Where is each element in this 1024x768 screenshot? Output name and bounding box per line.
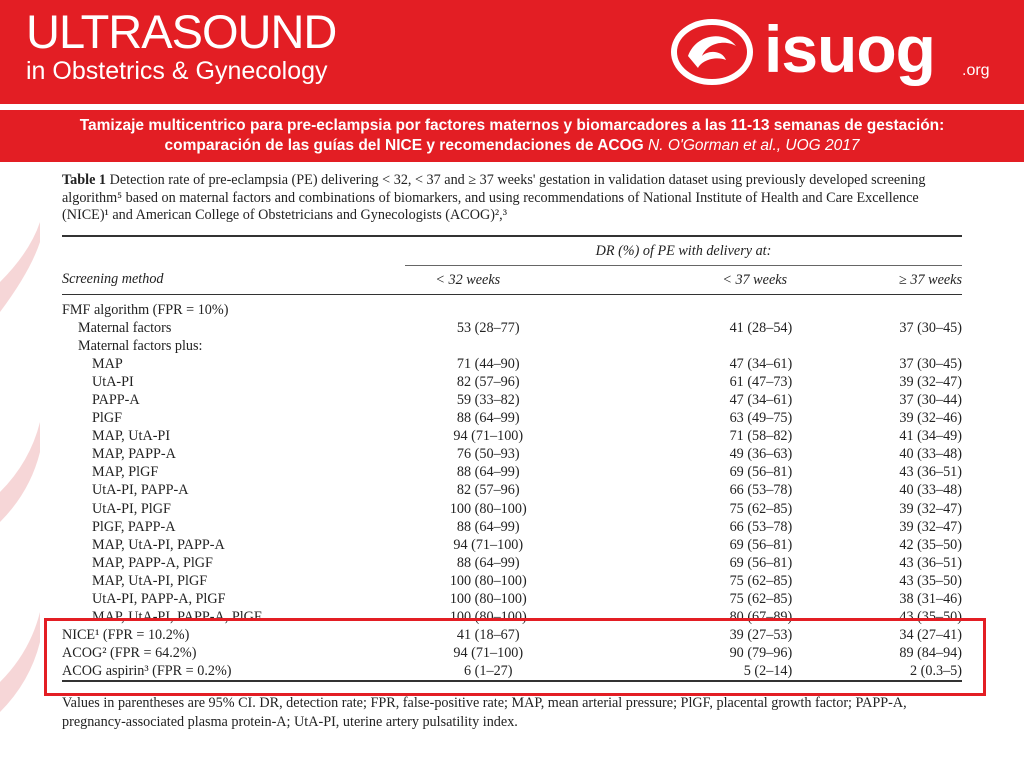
row-value: 6 (1–27) bbox=[464, 663, 513, 680]
row-value: 39 (32–47) bbox=[899, 500, 962, 517]
row-value bbox=[550, 301, 833, 319]
row-value bbox=[427, 301, 550, 319]
row-value: 100 (80–100) bbox=[449, 609, 527, 626]
table-footnote: Values in parentheses are 95% CI. DR, detection rate; FPR, false-positive rate; MAP, mean arterial pressure; PlGF, placental growth factor; PAPP-A, pregnancy-associated plasma protein-A; UtA-PI, uterine artery pulsatility index. bbox=[62, 695, 907, 731]
row-value: 37 (30–45) bbox=[899, 319, 962, 336]
banner-line-2 bbox=[0, 136, 1024, 156]
slide-banner bbox=[0, 110, 1024, 162]
table-label: Table 1 bbox=[62, 172, 107, 188]
journal-header bbox=[0, 0, 1024, 104]
row-value: 75 (62–85) bbox=[729, 572, 793, 589]
row-value: 66 (53–78) bbox=[729, 518, 793, 535]
row-method: FMF algorithm (FPR = 10%) bbox=[62, 301, 229, 318]
isuog-logo[interactable] bbox=[668, 8, 998, 96]
table-row bbox=[62, 554, 962, 572]
row-method: UtA-PI, PAPP-A bbox=[92, 482, 189, 499]
row-value: 80 (67–89) bbox=[729, 609, 793, 626]
row-value: 34 (27–41) bbox=[899, 627, 962, 644]
row-method: PlGF, PAPP-A bbox=[92, 518, 176, 535]
row-method: Maternal factors plus: bbox=[78, 337, 203, 354]
table-caption bbox=[62, 172, 962, 225]
row-value: 75 (62–85) bbox=[729, 591, 793, 608]
row-value: 43 (36–51) bbox=[899, 464, 962, 481]
table-row bbox=[62, 500, 962, 518]
row-value: 71 (58–82) bbox=[729, 428, 793, 445]
row-value: 40 (33–48) bbox=[899, 482, 962, 499]
table-caption-text: Detection rate of pre-eclampsia (PE) delivering < 32, < 37 and ≥ 37 weeks' gestation in validation dataset using previously developed screening algorithm⁵ based on maternal factors and combinations of biomarkers, and using recommendations of National Institute of Health and Care Excellence (NICE)¹ and American College of Obstetricians and Gynecologists (ACOG)²,³ bbox=[62, 172, 926, 223]
column-header: Screening method bbox=[62, 271, 164, 288]
row-value: 88 (64–99) bbox=[456, 410, 520, 427]
row-value bbox=[832, 337, 962, 355]
table-row bbox=[62, 445, 962, 463]
row-method: UtA-PI, PlGF bbox=[92, 500, 171, 517]
table-row bbox=[62, 301, 962, 319]
row-value: 59 (33–82) bbox=[456, 392, 520, 409]
row-method: MAP, PAPP-A bbox=[92, 446, 176, 463]
row-value: 53 (28–77) bbox=[456, 319, 520, 336]
row-value: 100 (80–100) bbox=[449, 591, 527, 608]
row-value: 2 (0.3–5) bbox=[909, 663, 962, 680]
row-value: 88 (64–99) bbox=[456, 464, 520, 481]
row-value: 37 (30–45) bbox=[899, 355, 962, 372]
row-value: 94 (71–100) bbox=[453, 645, 524, 662]
row-method: ACOG aspirin³ (FPR = 0.2%) bbox=[62, 663, 232, 680]
table-row bbox=[62, 518, 962, 536]
table-row bbox=[62, 590, 962, 608]
row-value bbox=[832, 301, 962, 319]
table-row bbox=[62, 427, 962, 445]
row-method: PlGF bbox=[92, 410, 122, 427]
logo-domain: .org bbox=[962, 62, 990, 79]
row-method: MAP, PlGF bbox=[92, 464, 159, 481]
row-value: 40 (33–48) bbox=[899, 446, 962, 463]
isuog-mother-child-icon bbox=[668, 16, 760, 88]
table-row bbox=[62, 409, 962, 427]
row-value: 43 (36–51) bbox=[899, 554, 962, 571]
row-method: PAPP-A bbox=[92, 392, 140, 409]
banner-citation: N. O'Gorman et al., UOG 2017 bbox=[648, 137, 860, 154]
row-value: 69 (56–81) bbox=[729, 554, 793, 571]
row-method: Maternal factors bbox=[78, 319, 172, 336]
row-method: MAP, UtA-PI, PAPP-A, PlGF bbox=[92, 609, 262, 626]
row-method: NICE¹ (FPR = 10.2%) bbox=[62, 627, 190, 644]
table-row bbox=[62, 373, 962, 391]
row-value: 38 (31–46) bbox=[899, 591, 962, 608]
row-value: 41 (28–54) bbox=[729, 319, 793, 336]
table-row bbox=[62, 481, 962, 499]
row-value: 66 (53–78) bbox=[729, 482, 793, 499]
logo-wordmark: isuog bbox=[764, 12, 935, 86]
row-value: 69 (56–81) bbox=[729, 536, 793, 553]
row-value: 90 (79–96) bbox=[729, 645, 793, 662]
detection-rate-table bbox=[62, 237, 962, 301]
row-method: ACOG² (FPR = 64.2%) bbox=[62, 645, 197, 662]
row-value: 37 (30–44) bbox=[899, 392, 962, 409]
highlight-box bbox=[44, 618, 986, 696]
row-value: 47 (34–61) bbox=[729, 392, 793, 409]
row-value: 61 (47–73) bbox=[729, 373, 793, 390]
table-row bbox=[62, 536, 962, 554]
row-value: 75 (62–85) bbox=[729, 500, 793, 517]
row-value: 88 (64–99) bbox=[456, 554, 520, 571]
table-row bbox=[62, 391, 962, 409]
row-value: 39 (27–53) bbox=[729, 627, 793, 644]
row-value: 100 (80–100) bbox=[449, 572, 527, 589]
row-value: 71 (44–90) bbox=[456, 355, 520, 372]
table-row bbox=[62, 337, 962, 355]
journal-subtitle: in Obstetrics & Gynecology bbox=[26, 57, 328, 85]
row-value: 94 (71–100) bbox=[453, 536, 524, 553]
row-value: 43 (35–50) bbox=[899, 572, 962, 589]
banner-line-1: Tamizaje multicentrico para pre-eclampsia por factores maternos y biomarcadores a las 11-13 semanas de gestación: bbox=[79, 117, 945, 134]
row-value: 100 (80–100) bbox=[449, 500, 527, 517]
row-value: 39 (32–47) bbox=[899, 373, 962, 390]
row-value: 76 (50–93) bbox=[456, 446, 520, 463]
span-header: DR (%) of PE with delivery at: bbox=[405, 237, 962, 266]
row-value: 39 (32–47) bbox=[899, 518, 962, 535]
row-value: 41 (34–49) bbox=[899, 428, 962, 445]
row-method: MAP, UtA-PI bbox=[92, 428, 171, 445]
row-value: 39 (32–46) bbox=[899, 410, 962, 427]
row-value: 82 (57–96) bbox=[456, 373, 520, 390]
row-method: UtA-PI bbox=[92, 373, 134, 390]
row-method: MAP, UtA-PI, PAPP-A bbox=[92, 536, 225, 553]
row-value: 41 (18–67) bbox=[456, 627, 520, 644]
row-value: 63 (49–75) bbox=[729, 410, 793, 427]
row-value: 89 (84–94) bbox=[899, 645, 962, 662]
row-value: 43 (35–50) bbox=[899, 609, 962, 626]
row-value bbox=[427, 337, 550, 355]
column-header: < 32 weeks bbox=[435, 271, 501, 288]
row-value: 47 (34–61) bbox=[729, 355, 793, 372]
row-value: 88 (64–99) bbox=[456, 518, 520, 535]
row-value: 42 (35–50) bbox=[899, 536, 962, 553]
row-value: 94 (71–100) bbox=[453, 428, 524, 445]
row-method: MAP, UtA-PI, PlGF bbox=[92, 572, 208, 589]
row-value: 82 (57–96) bbox=[456, 482, 520, 499]
row-method: MAP bbox=[92, 355, 123, 372]
column-header: < 37 weeks bbox=[722, 271, 788, 288]
row-value: 49 (36–63) bbox=[729, 446, 793, 463]
table-row bbox=[62, 319, 962, 337]
column-header: ≥ 37 weeks bbox=[899, 271, 962, 288]
table-row bbox=[62, 355, 962, 373]
row-value: 69 (56–81) bbox=[729, 464, 793, 481]
row-value: 5 (2–14) bbox=[743, 663, 793, 680]
journal-title: ULTRASOUND bbox=[26, 5, 337, 58]
row-method: MAP, PAPP-A, PlGF bbox=[92, 554, 213, 571]
table-row bbox=[62, 463, 962, 481]
banner-title-end: comparación de las guías del NICE y recomendaciones de ACOG bbox=[164, 137, 644, 154]
background-swoosh-decoration bbox=[0, 162, 40, 768]
table-row bbox=[62, 572, 962, 590]
row-value bbox=[550, 337, 833, 355]
row-method: UtA-PI, PAPP-A, PlGF bbox=[92, 591, 226, 608]
